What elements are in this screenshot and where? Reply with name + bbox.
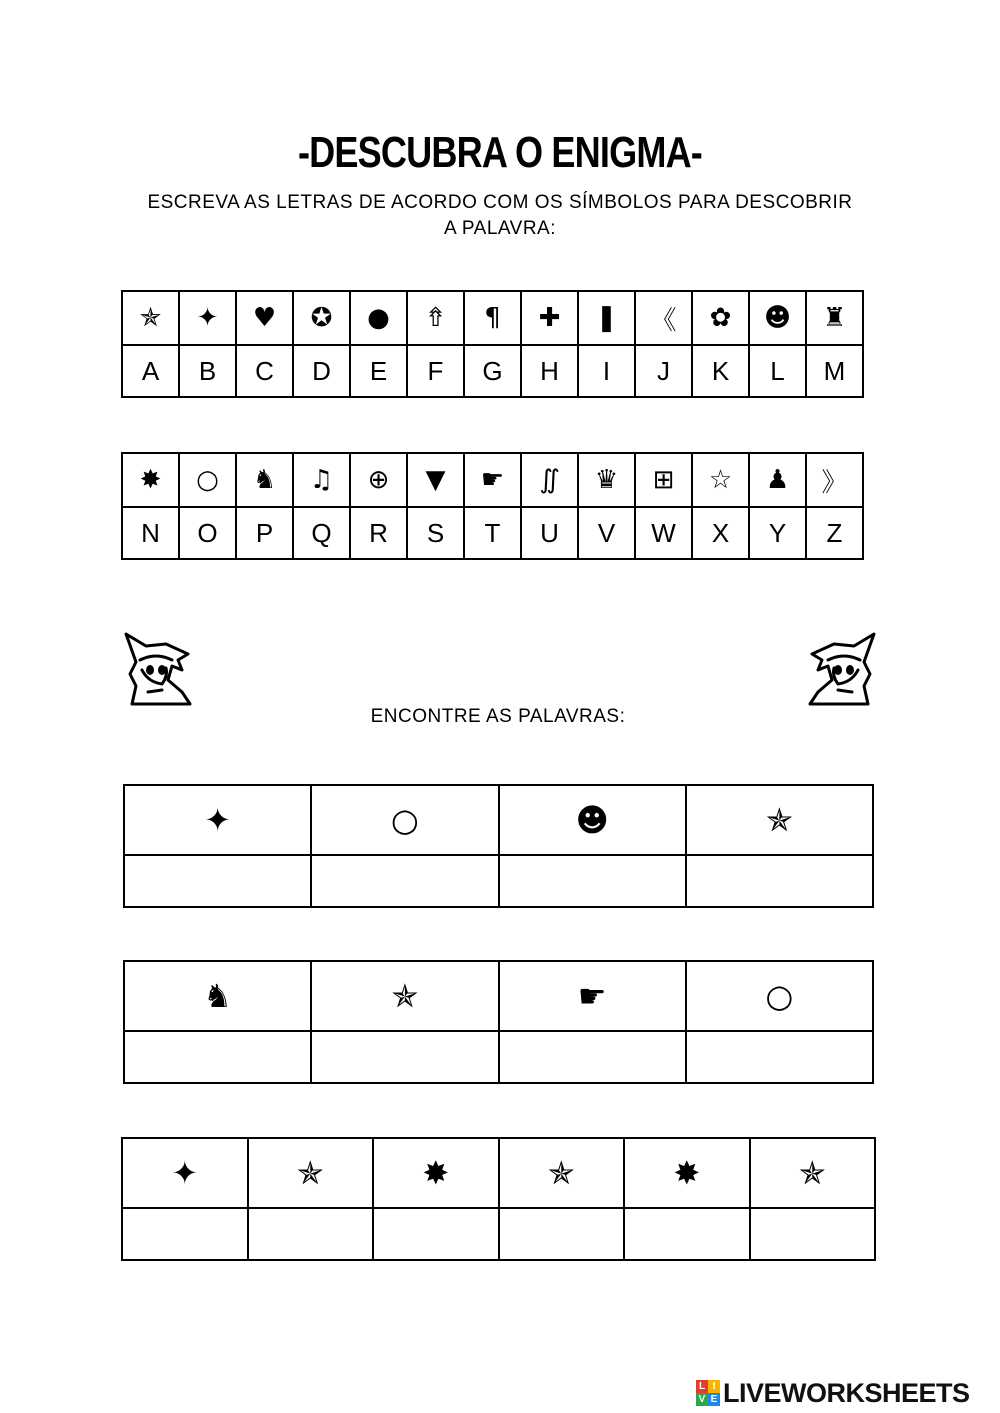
cipher-symbol: ✪ <box>293 291 350 345</box>
answer-cell[interactable] <box>686 855 873 907</box>
puzzle-symbol: ✯ <box>248 1138 374 1208</box>
cipher-letter: X <box>692 507 749 559</box>
cipher-symbol: 》 <box>806 453 863 507</box>
cipher-letter: M <box>806 345 863 397</box>
liveworksheets-logo <box>696 1378 970 1408</box>
puzzle-symbol: ☛ <box>499 961 686 1031</box>
cipher-letter: D <box>293 345 350 397</box>
answer-cell[interactable] <box>311 855 498 907</box>
puzzle-symbol: ✯ <box>311 961 498 1031</box>
cipher-symbol: ☻ <box>749 291 806 345</box>
cipher-symbol: ⊞ <box>635 453 692 507</box>
logo-mark-letter: L <box>696 1380 708 1393</box>
cipher-letter: E <box>350 345 407 397</box>
answer-cell[interactable] <box>311 1031 498 1083</box>
cipher-symbol-row <box>122 453 863 507</box>
answer-cell[interactable] <box>750 1208 876 1260</box>
puzzle-symbol: ✸ <box>373 1138 499 1208</box>
cipher-symbol: ✿ <box>692 291 749 345</box>
cipher-symbol: ♜ <box>806 291 863 345</box>
cipher-letter: J <box>635 345 692 397</box>
cipher-letter: T <box>464 507 521 559</box>
instructions-line-2: A PALAVRA: <box>443 218 556 239</box>
logo-mark-letter: V <box>696 1393 708 1406</box>
cipher-symbol: ☆ <box>692 453 749 507</box>
puzzle-answer-row <box>124 855 873 907</box>
puzzle-symbol: ✦ <box>124 785 311 855</box>
cipher-symbol: ⇮ <box>407 291 464 345</box>
cipher-letter: V <box>578 507 635 559</box>
answer-cell[interactable] <box>499 1031 686 1083</box>
cipher-letter: H <box>521 345 578 397</box>
cipher-key-n-z <box>121 452 864 560</box>
answer-cell[interactable] <box>499 1208 625 1260</box>
answer-cell[interactable] <box>124 855 311 907</box>
cipher-symbol: ❚ <box>578 291 635 345</box>
puzzle-symbol: ✯ <box>499 1138 625 1208</box>
puzzle-symbol-row <box>122 1138 875 1208</box>
cipher-letter: R <box>350 507 407 559</box>
cipher-letter: N <box>122 507 179 559</box>
puzzle-word-1 <box>123 784 874 908</box>
puzzle-symbol: ✸ <box>624 1138 750 1208</box>
cipher-letter: L <box>749 345 806 397</box>
cipher-symbol: ¶ <box>464 291 521 345</box>
cipher-letter: G <box>464 345 521 397</box>
puzzle-symbol: ☻ <box>499 785 686 855</box>
cipher-key-a-m <box>121 290 864 398</box>
instructions <box>110 190 890 242</box>
instructions-line-1: ESCREVA AS LETRAS DE ACORDO COM OS SÍMBOLOS PARA DESCOBRIR <box>147 192 853 213</box>
cipher-symbol: ♛ <box>578 453 635 507</box>
cipher-symbol: ♥ <box>236 291 293 345</box>
cipher-letter: U <box>521 507 578 559</box>
cipher-letter: S <box>407 507 464 559</box>
cipher-letter: O <box>179 507 236 559</box>
cipher-symbol: 《 <box>635 291 692 345</box>
cipher-letter-row <box>122 345 863 397</box>
puzzle-symbol: ○ <box>311 785 498 855</box>
logo-mark-letter: E <box>708 1393 720 1406</box>
logo-text: LIVEWORKSHEETS <box>723 1377 970 1408</box>
cipher-letter: I <box>578 345 635 397</box>
cipher-letter: K <box>692 345 749 397</box>
answer-cell[interactable] <box>499 855 686 907</box>
cipher-letter: P <box>236 507 293 559</box>
logo-mark-letter: I <box>708 1380 720 1393</box>
puzzle-symbol: ✯ <box>750 1138 876 1208</box>
wizard-icon <box>806 630 878 708</box>
answer-cell[interactable] <box>122 1208 248 1260</box>
cipher-symbol: ✦ <box>179 291 236 345</box>
answer-cell[interactable] <box>624 1208 750 1260</box>
cipher-letter: A <box>122 345 179 397</box>
answer-cell[interactable] <box>124 1031 311 1083</box>
puzzle-symbol: ✯ <box>686 785 873 855</box>
cipher-symbol: ▼ <box>407 453 464 507</box>
wizard-icon <box>122 630 194 708</box>
puzzle-symbol-row <box>124 961 873 1031</box>
puzzle-symbol: ♞ <box>124 961 311 1031</box>
cipher-symbol: ✸ <box>122 453 179 507</box>
puzzle-symbol: ✦ <box>122 1138 248 1208</box>
cipher-letter: W <box>635 507 692 559</box>
puzzle-word-2 <box>123 960 874 1084</box>
cipher-symbol: ✯ <box>122 291 179 345</box>
cipher-symbol: ☛ <box>464 453 521 507</box>
cipher-symbol: ✚ <box>521 291 578 345</box>
cipher-symbol: ○ <box>179 453 236 507</box>
answer-cell[interactable] <box>248 1208 374 1260</box>
cipher-symbol: ● <box>350 291 407 345</box>
answer-cell[interactable] <box>686 1031 873 1083</box>
cipher-symbol: ♟ <box>749 453 806 507</box>
cipher-symbol-row <box>122 291 863 345</box>
cipher-letter: F <box>407 345 464 397</box>
cipher-letter: Y <box>749 507 806 559</box>
cipher-letter-row <box>122 507 863 559</box>
puzzle-word-3 <box>121 1137 876 1261</box>
cipher-letter: Q <box>293 507 350 559</box>
puzzle-answer-row <box>124 1031 873 1083</box>
answer-cell[interactable] <box>373 1208 499 1260</box>
puzzle-symbol: ○ <box>686 961 873 1031</box>
cipher-symbol: ⊕ <box>350 453 407 507</box>
cipher-symbol: ♫ <box>293 453 350 507</box>
puzzle-symbol-row <box>124 785 873 855</box>
puzzle-answer-row <box>122 1208 875 1260</box>
page-title: -DESCUBRA O ENIGMA- <box>297 128 703 177</box>
cipher-symbol: ♞ <box>236 453 293 507</box>
cipher-symbol: ∬ <box>521 453 578 507</box>
cipher-letter: C <box>236 345 293 397</box>
cipher-letter: B <box>179 345 236 397</box>
logo-mark-icon <box>696 1380 720 1406</box>
find-words-label: ENCONTRE AS PALAVRAS: <box>370 706 626 727</box>
cipher-letter: Z <box>806 507 863 559</box>
